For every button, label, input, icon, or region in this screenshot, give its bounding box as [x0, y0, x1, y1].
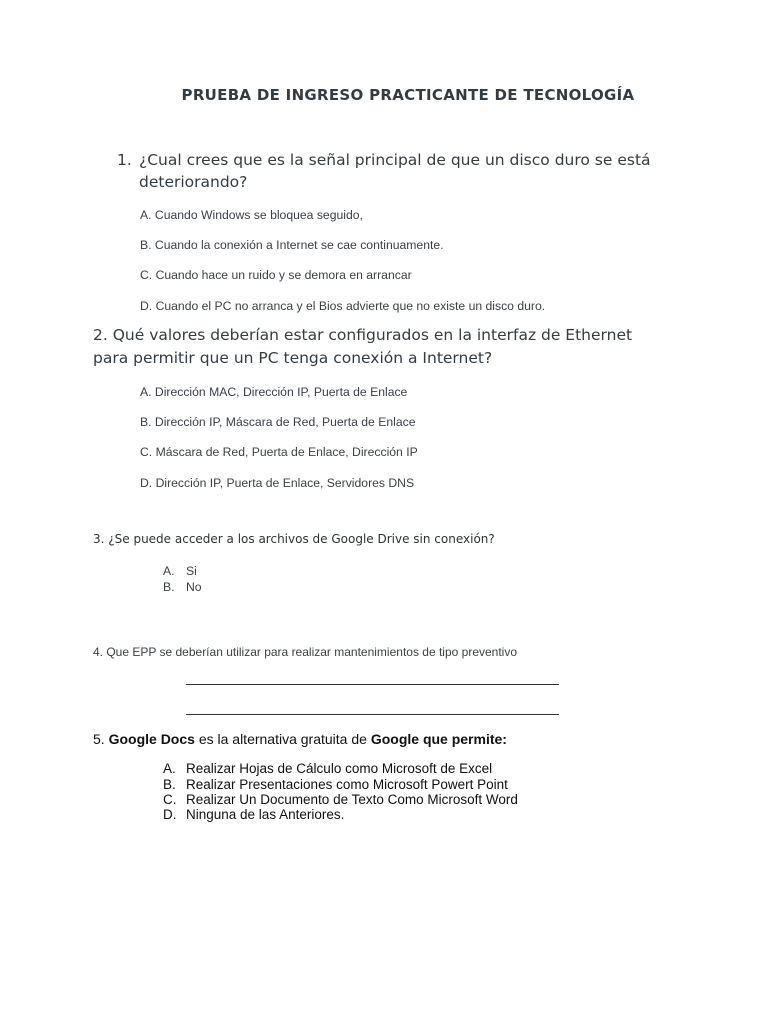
- question-3-text: 3. ¿Se puede acceder a los archivos de Google Drive sin conexión?: [93, 532, 495, 546]
- question-5-middle: es la alternativa gratuita de: [198, 731, 367, 747]
- question-5-bold-2: Google que permite:: [370, 731, 507, 747]
- question-2-option-a: A. Dirección MAC, Dirección IP, Puerta de Enlace: [140, 385, 408, 399]
- option-letter: D.: [163, 807, 177, 822]
- question-2-text: 2. Qué valores deberían estar configurados en la interfaz de Ethernet para permitir que un PC tenga conexión a Internet?: [93, 326, 633, 367]
- question-2-option-d: D. Dirección IP, Puerta de Enlace, Servidores DNS: [140, 476, 415, 490]
- option-text: No: [186, 580, 202, 594]
- option-letter: B.: [163, 777, 176, 792]
- question-5-text: [93, 731, 507, 747]
- question-1-option-d: D. Cuando el PC no arranca y el Bios advierte que no existe un disco duro.: [140, 299, 546, 313]
- question-1: [117, 149, 677, 193]
- question-5-option-b: [163, 777, 508, 793]
- option-text: Realizar Un Documento de Texto Como Microsoft Word: [186, 792, 518, 807]
- question-5-option-d: [163, 807, 344, 823]
- question-1-text: ¿Cual crees que es la señal principal de que un disco duro se está deteriorando?: [139, 151, 651, 191]
- question-1-option-a: A. Cuando Windows se bloquea seguido,: [140, 208, 363, 222]
- question-2-option-b: B. Dirección IP, Máscara de Red, Puerta de Enlace: [140, 415, 416, 429]
- option-text: Realizar Presentaciones como Microsoft Powert Point: [186, 777, 508, 792]
- option-text: Ninguna de las Anteriores.: [186, 807, 345, 822]
- option-text: Si: [186, 564, 197, 578]
- question-1-option-c: C. Cuando hace un ruido y se demora en arrancar: [140, 268, 412, 282]
- question-2-option-c: C. Máscara de Red, Puerta de Enlace, Dirección IP: [140, 445, 418, 459]
- question-5-number: 5.: [93, 731, 105, 747]
- answer-line-2: [186, 714, 559, 715]
- option-letter: B.: [163, 580, 175, 594]
- question-1-number: 1.: [117, 151, 132, 169]
- question-3-option-b: [163, 580, 202, 594]
- question-3-option-a: [163, 564, 197, 578]
- question-5-option-c: [163, 792, 518, 808]
- question-1-option-b: B. Cuando la conexión a Internet se cae continuamente.: [140, 238, 444, 252]
- question-4-text: 4. Que EPP se deberían utilizar para realizar mantenimientos de tipo preventivo: [93, 645, 518, 659]
- option-text: Realizar Hojas de Cálculo como Microsoft de Excel: [186, 761, 493, 776]
- page-title: PRUEBA DE INGRESO PRACTICANTE DE TECNOLOGÍA: [181, 86, 635, 104]
- option-letter: A.: [163, 564, 175, 578]
- option-letter: C.: [163, 792, 177, 807]
- question-5-option-a: [163, 761, 492, 777]
- answer-line-1: [186, 684, 559, 685]
- option-letter: A.: [163, 761, 176, 776]
- question-5-bold-1: Google Docs: [108, 731, 195, 747]
